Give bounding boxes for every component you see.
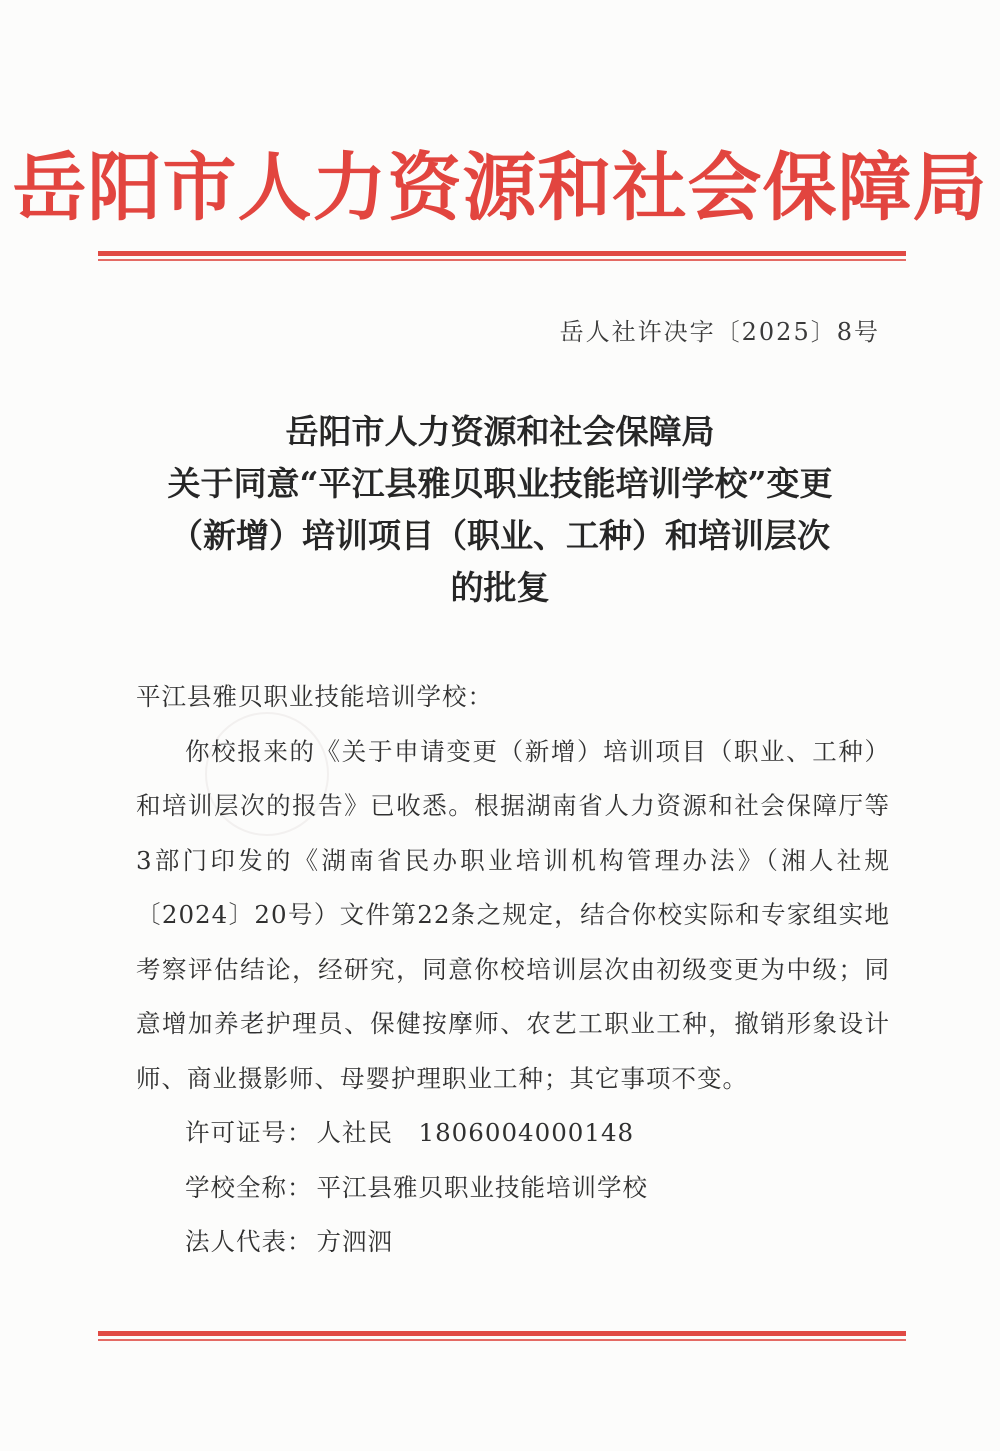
license-label: 许可证号： <box>185 1118 313 1147</box>
title-line: 岳阳市人力资源和社会保障局 <box>285 412 715 451</box>
document-number: 岳人社许决字〔2025〕8号 <box>559 318 880 346</box>
body-paragraph: 你校报来的《关于申请变更（新增）培训项目（职业、工种）和培训层次的报告》已收悉。根据湖南省人力资源和社会保障厅等3部门印发的《湖南省民办职业培训机构管理办法》（湘人社规〔2024〕20号）文件第22条之规定，结合你校实际和专家组实地考察评估结论，经研究，同意你校培训层次由初级变更为中级；同意增加养老护理员、保健按摩师、农艺工职业工种，撤销形象设计师、商业摄影师、母婴护理职业工种；其它事项不变。 <box>136 736 890 1093</box>
title-line: （新增）培训项目（职业、工种）和培训层次 <box>170 516 830 555</box>
representative-label: 法人代表： <box>185 1227 313 1256</box>
legal-representative-line <box>136 1215 890 1270</box>
footer-red-rule <box>98 1331 906 1341</box>
document-title <box>100 406 900 614</box>
license-number-line <box>136 1106 890 1161</box>
salutation: 平江县雅贝职业技能培训学校： <box>136 682 493 711</box>
license-value: 人社民 1806004000148 <box>316 1118 635 1147</box>
letterhead-red-rule <box>98 251 906 261</box>
title-line: 关于同意“平江县雅贝职业技能培训学校”变更 <box>167 464 833 503</box>
school-name-line <box>136 1161 890 1216</box>
representative-value: 方泗泗 <box>316 1227 393 1256</box>
letterhead-org-name: 岳阳市人力资源和社会保障局 <box>12 145 988 231</box>
school-label: 学校全称： <box>185 1172 313 1202</box>
document-body <box>136 670 890 1270</box>
school-value: 平江县雅贝职业技能培训学校 <box>316 1172 648 1202</box>
title-line: 的批复 <box>450 568 550 607</box>
